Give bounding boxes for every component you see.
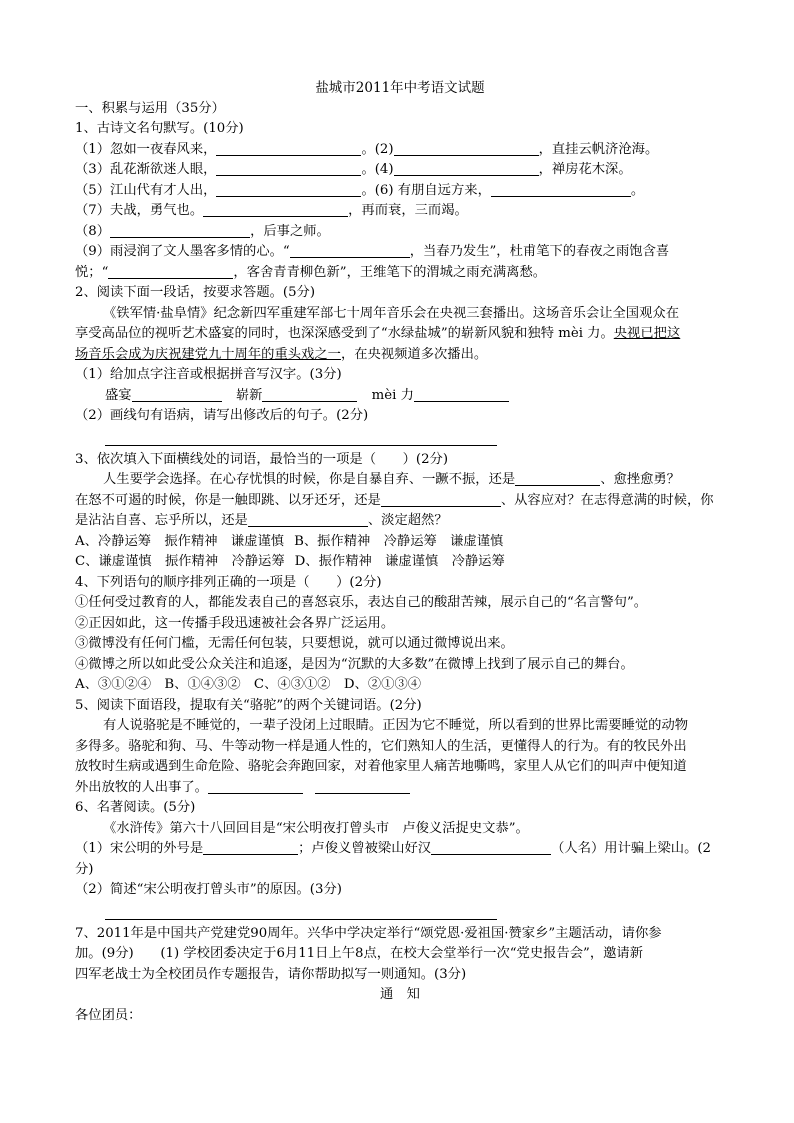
text: （1）宋公明的外号是: [75, 841, 204, 856]
text: 。(2): [361, 141, 394, 157]
notice-title: 通 知: [380, 987, 420, 1002]
blank-q3-3[interactable]: [248, 512, 368, 527]
q6-sub-2: （2）简述“宋公明夜打曾头市”的原因。(3分): [75, 882, 342, 897]
q3-passage-2: [75, 491, 725, 512]
q6-heading: 6、名著阅读。(5分): [75, 800, 196, 815]
blank-3[interactable]: [216, 161, 361, 176]
text: 享受高品位的视听艺术盛宴的同时，也深深感受到了“水绿盐城”的崭新风貌和独特 mèi 力。: [75, 326, 614, 341]
q4-options[interactable]: A、③①②④ B、①④③② C、④③①② D、②①③④: [75, 677, 422, 692]
notice-greeting: 各位团员：: [75, 1007, 142, 1023]
q7-text-1: 7、2011年是中国共产党建党90周年。兴华中学决定举行“颂党恩·爱祖国·赞家乡”主题活动，请你参: [75, 925, 662, 941]
text: 。: [630, 182, 645, 198]
blank-6[interactable]: [491, 182, 631, 197]
q2-word-row: [75, 386, 725, 407]
section-heading: 一、积累与运用（35分）: [75, 100, 225, 116]
option-d[interactable]: D、振作精神 谦虚谨慎 冷静运筹: [294, 554, 505, 569]
q4-sentence-1: ①任何受过教育的人，都能发表自己的喜怒哀乐，表达自己的酸甜苦辣，展示自己的“名言警句”。: [75, 595, 648, 610]
q6-answer-line[interactable]: [105, 901, 497, 920]
q3-heading: 3、依次填入下面横线处的词语，最恰当的一项是（ ）(2分): [75, 451, 449, 467]
text: ，禅房花木深。: [538, 162, 632, 177]
text: 外出放牧的人出事了。: [75, 779, 208, 795]
q5-passage-2: 多得多。骆驼和狗、马、牛等动物一样是通人性的，它们熟知人的生活，更懂得人的行为。有的牧民外出: [75, 738, 687, 754]
blank-q6-1[interactable]: [203, 840, 298, 855]
underlined-sentence: 央视已把这: [613, 326, 681, 341]
q2-answer-line[interactable]: [105, 427, 497, 446]
option-c[interactable]: C、谦虚谨慎 振作精神 冷静运筹: [75, 554, 285, 569]
text: （8）: [75, 223, 111, 239]
q5-heading: 5、阅读下面语段，提取有关“骆驼”的两个关键词语。(2分): [75, 697, 422, 713]
q1-line-7: [75, 263, 725, 284]
word-1: 盛宴: [105, 387, 132, 403]
q4-heading: 4、下列语句的顺序排列正确的一项是（ ）(2分): [75, 574, 382, 590]
text: 、淡定超然？: [367, 513, 448, 528]
q7-text-3: 四军老战士为全校团员作专题报告，请你帮助拟写一则通知。(3分): [75, 966, 467, 982]
q4-sentence-4: ④微博之所以如此受公众关注和追逐，是因为“沉默的大多数”在微博上找到了展示自己的舞台。: [75, 656, 634, 672]
q6-passage: 《水浒传》第六十八回回目是“宋公明夜打曾头市 卢俊义活捉史文恭”。: [103, 820, 529, 836]
text: 人生要学会选择。在心存忧惧的时候，你是自暴自弃、一蹶不振，还是: [103, 472, 516, 487]
q2-sub-1: （1）给加点字注音或根据拼音写汉字。(3分): [75, 367, 342, 382]
option-a[interactable]: A、冷静运筹 振作精神 谦虚谨慎: [75, 533, 285, 549]
q1-line-1: [75, 140, 725, 161]
word-2: 崭新: [235, 387, 263, 403]
text: ，客舍青青柳色新”，王维笔下的渭城之雨充满离愁。: [233, 264, 547, 280]
blank-10[interactable]: [108, 264, 233, 279]
blank-9[interactable]: [290, 243, 410, 258]
text: ，直挂云帆济沧海。: [538, 141, 659, 157]
blank-q5-2[interactable]: [315, 779, 410, 794]
text: （1）忽如一夜春风来，: [75, 141, 217, 157]
blank-7[interactable]: [203, 202, 348, 217]
blank-q3-2[interactable]: [381, 492, 501, 507]
option-b[interactable]: B、振作精神 冷静运筹 谦虚谨慎: [294, 533, 504, 549]
text: 悦；“: [75, 264, 109, 280]
text: ，在央视频道多次播出。: [340, 346, 488, 362]
text: （7）夫战，勇气也。: [75, 203, 204, 218]
text: 在怒不可遏的时候，你是一触即跳、以牙还牙，还是: [75, 492, 381, 508]
blank-5[interactable]: [216, 182, 361, 197]
q6-sub-1-cont: 分): [75, 861, 94, 877]
blank-word-2[interactable]: [262, 387, 357, 402]
blank-word-3[interactable]: [414, 387, 509, 402]
q2-passage-2: [75, 324, 725, 345]
blank-4[interactable]: [394, 161, 539, 176]
q4-sentence-3: ③微博没有任何门槛，无需任何包装，只要想说，就可以通过微博说出来。: [75, 636, 514, 651]
text: （人名）用计骗上梁山。(2: [551, 841, 712, 856]
underlined-sentence: 场音乐会成为庆祝建党九十周年的重头戏之一: [75, 346, 341, 362]
q4-sentence-2: ②正因如此，这一传播手段迅速被社会各界广泛运用。: [75, 615, 395, 631]
blank-1[interactable]: [216, 141, 361, 156]
text: 、愈挫愈勇？: [600, 472, 680, 487]
q5-passage-1: 有人说骆驼是不睡觉的，一辈子没闭上过眼睛。正因为它不睡觉，所以看到的世界比需要睡觉的动物: [103, 718, 689, 733]
q2-passage-3: [75, 345, 725, 366]
q1-line-4: [75, 201, 725, 222]
q3-options-row-1: [75, 532, 725, 553]
blank-2[interactable]: [394, 141, 539, 156]
q5-passage-3: 放牧时生病或遇到生命危险、骆驼会奔跑回家，对着他家里人痛苦地嘶鸣，家里人从它们的叫声中便知道: [75, 759, 687, 774]
q2-passage-1: 《铁军情·盐阜情》纪念新四军重建军部七十周年音乐会在央视三套播出。这场音乐会让全国观众在: [103, 305, 679, 321]
q3-options-row-2: [75, 552, 725, 573]
q1-line-5: [75, 222, 725, 243]
blank-word-1[interactable]: [132, 387, 222, 402]
q3-passage-1: [75, 470, 725, 491]
text: 、从容应对？在志得意满的时候，你: [500, 492, 714, 508]
text: 是沾沾自喜、忘乎所以，还是: [75, 513, 248, 528]
q1-heading: 1、古诗文名句默写。(10分): [75, 121, 244, 136]
text: ，后事之师。: [250, 223, 330, 239]
blank-8[interactable]: [110, 223, 250, 238]
text: （9）雨浸润了文人墨客多情的心。“: [75, 244, 290, 259]
q2-sub-2: （2）画线句有语病，请写出修改后的句子。(2分): [75, 408, 369, 423]
q3-passage-3: [75, 511, 725, 532]
text: 。(4): [361, 162, 394, 177]
q6-sub-1: [75, 839, 725, 860]
q5-passage-4: [75, 778, 725, 799]
text: （3）乱花渐欲迷人眼，: [75, 162, 217, 177]
exam-page: [75, 78, 725, 1026]
q2-heading: 2、阅读下面一段话，按要求答题。(5分): [75, 285, 316, 300]
text: ；卢俊义曾被梁山好汉: [298, 841, 432, 856]
text: ，当春乃发生”，杜甫笔下的春夜之雨饱含喜: [409, 244, 670, 259]
q7-text-2: 加。(9分) (1) 学校团委决定于6月11日上午8点，在校大会堂举行一次“党史报告会”，邀请新: [75, 946, 644, 961]
q1-line-6: [75, 242, 725, 263]
blank-q6-2[interactable]: [431, 840, 551, 855]
word-3: mèi 力: [371, 387, 414, 403]
text: ，再而衰，三而竭。: [348, 203, 468, 218]
page-title: 盐城市2011年中考语文试题: [315, 80, 485, 96]
q1-line-3: [75, 181, 725, 202]
q1-line-2: [75, 160, 725, 181]
blank-q5-1[interactable]: [208, 779, 303, 794]
blank-q3-1[interactable]: [515, 471, 600, 486]
text: 。(6) 有朋自远方来，: [361, 182, 491, 198]
text: （5）江山代有才人出，: [75, 182, 217, 198]
